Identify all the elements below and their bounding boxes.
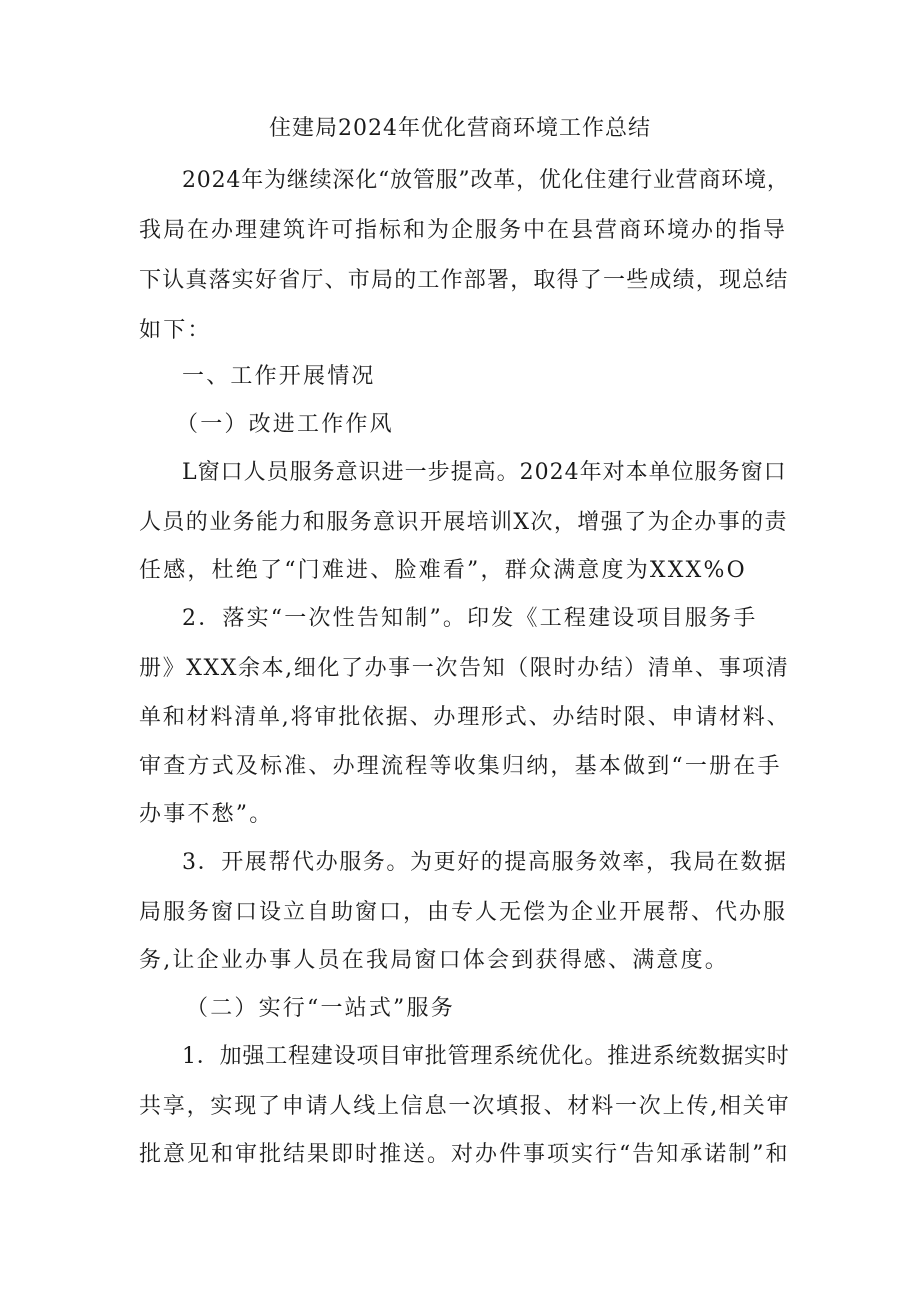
paragraph-line: 任感，杜绝了“门难进、脸难看”，群众满意度为XXX%O	[139, 558, 747, 583]
paragraph-line: 审查方式及标准、办理流程等收集归纳，基本做到“一册在手	[139, 754, 782, 779]
paragraph-line: 册》XXX余本,细化了办事一次告知（限时办结）清单、事项清	[139, 656, 790, 681]
paragraph-line: L窗口人员服务意识进一步提高。2024年对本单位服务窗口	[182, 460, 787, 485]
paragraph-line: 批意见和审批结果即时推送。对办件事项实行“告知承诺制”和	[139, 1142, 790, 1167]
subsection-heading: （一）改进工作作风	[176, 412, 394, 437]
subsection-heading: （二）实行“一站式”服务	[186, 996, 455, 1021]
document-title: 住建局2024年优化营商环境工作总结	[269, 116, 651, 141]
paragraph-line: 办事不愁”。	[139, 802, 274, 827]
paragraph-line: 共享，实现了申请人线上信息一次填报、材料一次上传,相关审	[139, 1094, 791, 1119]
paragraph-line: 3．开展帮代办服务。为更好的提高服务效率，我局在数据	[182, 850, 788, 875]
paragraph-line: 2．落实“一次性告知制”。印发《工程建设项目服务手	[182, 606, 758, 631]
paragraph-line: 1．加强工程建设项目审批管理系统优化。推进系统数据实时	[182, 1044, 790, 1069]
paragraph-line: 单和材料清单,将审批依据、办理形式、办结时限、申请材料、	[139, 705, 791, 730]
paragraph-line: 2024年为继续深化“放管服”改革，优化住建行业营商环境，	[182, 168, 790, 193]
paragraph-line: 如下：	[139, 318, 212, 343]
paragraph-line: 人员的业务能力和服务意识开展培训X次，增强了为企办事的责	[139, 510, 788, 535]
paragraph-line: 我局在办理建筑许可指标和为企服务中在县营商环境办的指导	[139, 218, 788, 243]
paragraph-line: 务,让企业办事人员在我局窗口体会到获得感、满意度。	[139, 948, 729, 973]
section-heading: 一、工作开展情况	[182, 364, 376, 389]
paragraph-line: 局服务窗口设立自助窗口，由专人无偿为企业开展帮、代办服	[139, 900, 788, 925]
paragraph-line: 下认真落实好省厅、市局的工作部署，取得了一些成绩，现总结	[139, 268, 789, 293]
